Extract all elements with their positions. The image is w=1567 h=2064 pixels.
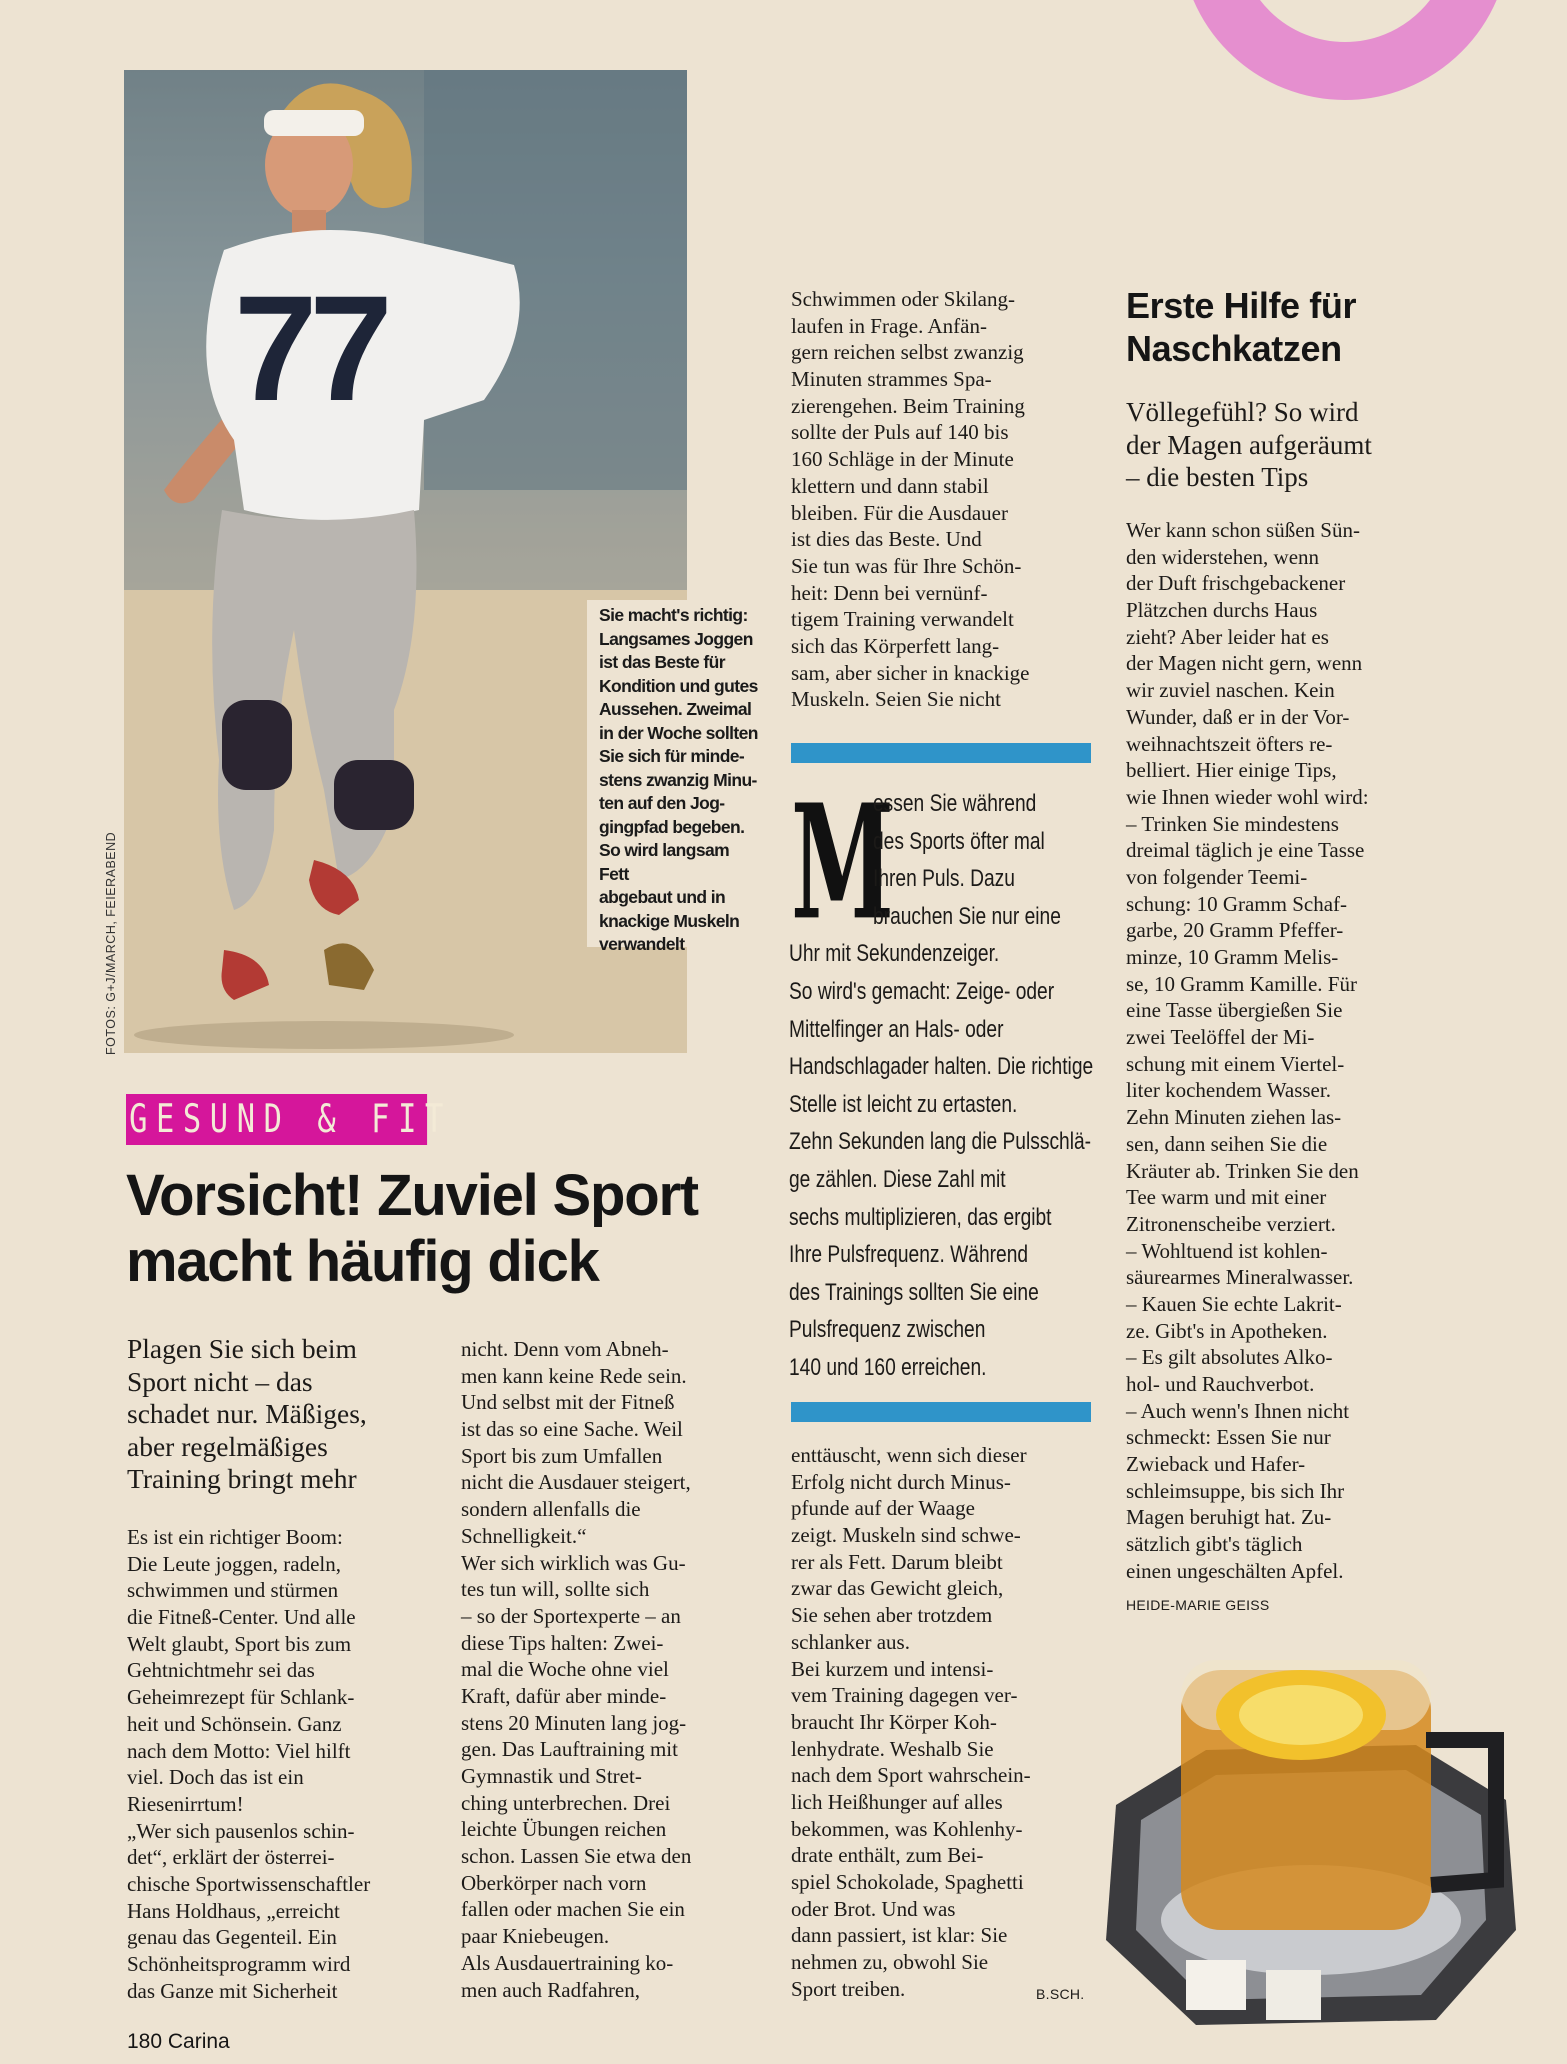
text-line: vem Training dagegen ver-	[791, 1683, 1018, 1708]
box-line: 140 und 160 erreichen.	[789, 1353, 987, 1381]
text-line: Geheimrezept für Schlank-	[127, 1685, 355, 1710]
text-line: men auch Radfahren,	[461, 1977, 641, 2002]
sidebar-author: HEIDE-MARIE GEISS	[1126, 1597, 1270, 1613]
text-line: Sie sehen aber trotzdem	[791, 1603, 993, 1628]
text-line: men kann keine Rede sein.	[461, 1363, 687, 1388]
text-line: ist das so eine Sache. Weil	[461, 1417, 683, 1442]
text-line: der Duft frischgebackener	[1126, 571, 1346, 596]
text-line: wie Ihnen wieder wohl wird:	[1126, 784, 1369, 809]
text-line: Muskeln. Seien Sie nicht	[791, 687, 1001, 712]
text-line: diese Tips halten: Zwei-	[461, 1630, 664, 1655]
text-line: oder Brot. Und was	[791, 1896, 956, 1921]
text-line: dann passiert, ist klar: Sie	[791, 1923, 1008, 1948]
text-line: „Wer sich pausenlos schin-	[127, 1818, 355, 1843]
text-line: schleimsuppe, bis sich Ihr	[1126, 1478, 1345, 1503]
text-line: zieht? Aber leider hat es	[1126, 624, 1329, 649]
box-line: Mittelfinger an Hals- oder	[789, 1015, 1004, 1043]
text-line: viel. Doch das ist ein	[127, 1765, 304, 1790]
text-line: zeigt. Muskeln sind schwe-	[791, 1523, 1021, 1548]
box-line: des Sports öfter mal	[873, 827, 1045, 855]
text-line: paar Kniebeugen.	[461, 1924, 610, 1949]
text-line: nicht die Ausdauer steigert,	[461, 1470, 691, 1495]
text-line: gen. Das Lauftraining mit	[461, 1737, 678, 1762]
text-line: minze, 10 Gramm Melis-	[1126, 945, 1339, 969]
sidebar-deck-line: Völlegefühl? So wird	[1126, 397, 1359, 427]
text-line: Kräuter ab. Trinken Sie den	[1126, 1158, 1359, 1183]
box-line: Handschlagader halten. Die richtige	[789, 1053, 1094, 1081]
text-line: zwei Teelöffel der Mi-	[1126, 1025, 1315, 1050]
sidebar-body	[1126, 517, 1369, 1585]
text-line: nach dem Motto: Viel hilft	[127, 1738, 351, 1763]
text-line: Gymnastik und Stret-	[461, 1764, 642, 1788]
text-line: schon. Lassen Sie etwa den	[461, 1844, 692, 1869]
photo-credit: FOTOS: G+J/MARCH, FEIERABEND	[104, 831, 118, 1055]
box-line: brauchen Sie nur eine	[873, 902, 1061, 930]
text-line: heit: Denn bei vernünf-	[791, 580, 988, 605]
text-line: Wer kann schon süßen Sün-	[1126, 518, 1360, 542]
deck-line: schadet nur. Mäßiges,	[127, 1398, 367, 1429]
text-line: Magen beruhigt hat. Zu-	[1126, 1505, 1332, 1530]
text-line: zwar das Gewicht gleich,	[791, 1576, 1004, 1601]
text-line: hol- und Rauchverbot.	[1126, 1372, 1315, 1396]
text-line: 160 Schläge in der Minute	[791, 447, 1014, 472]
text-line: fallen oder machen Sie ein	[461, 1897, 685, 1922]
box-line: essen Sie während	[873, 790, 1037, 817]
box-line: Zehn Sekunden lang die Pulsschlä-	[789, 1128, 1092, 1156]
text-line: liter kochendem Wasser.	[1126, 1078, 1331, 1103]
text-line: – Es gilt absolutes Alko-	[1126, 1345, 1333, 1370]
text-line: die Fitneß-Center. Und alle	[127, 1605, 356, 1630]
tea-glass-illustration	[1086, 1630, 1526, 2030]
text-line: Schönheitsprogramm wird	[127, 1952, 351, 1976]
caption-line: Sie sich für minde-	[599, 746, 745, 766]
text-line: – Wohltuend ist kohlen-	[1126, 1238, 1328, 1263]
text-line: – Kauen Sie echte Lakrit-	[1126, 1291, 1342, 1316]
box-line: Ihre Pulsfrequenz. Während	[789, 1241, 1029, 1269]
text-line: det“, erklärt der österrei-	[127, 1845, 335, 1870]
text-line: Zwieback und Hafer-	[1126, 1452, 1306, 1477]
text-line: mal die Woche ohne viel	[461, 1657, 669, 1682]
text-line: belliert. Hier einige Tips,	[1126, 758, 1337, 783]
box-line: des Trainings sollten Sie eine	[789, 1278, 1039, 1306]
text-line: bekommen, was Kohlenhy-	[791, 1816, 1023, 1841]
text-line: das Ganze mit Sicherheit	[127, 1978, 338, 2003]
text-line: schung mit einem Viertel-	[1126, 1051, 1345, 1076]
box-line: ge zählen. Diese Zahl mit	[789, 1165, 1006, 1193]
article-headline	[126, 1163, 746, 1295]
article-deck	[127, 1333, 447, 1496]
text-line: nach dem Sport wahrschein-	[791, 1763, 1031, 1788]
text-line: Welt glaubt, Sport bis zum	[127, 1631, 352, 1656]
text-line: Und selbst mit der Fitneß	[461, 1390, 675, 1415]
text-line: dreimal täglich je eine Tasse	[1126, 838, 1365, 863]
text-line: – Trinken Sie mindestens	[1126, 811, 1339, 836]
caption-line: verwandelt	[599, 934, 685, 954]
text-line: Wunder, daß er in der Vor-	[1126, 704, 1350, 729]
text-line: – Auch wenn's Ihnen nicht	[1126, 1398, 1350, 1423]
text-line: Sie tun was für Ihre Schön-	[791, 553, 1022, 578]
text-line: sollte der Puls auf 140 bis	[791, 420, 1009, 445]
text-line: Wer sich wirklich was Gu-	[461, 1550, 686, 1575]
text-line: Erfolg nicht durch Minus-	[791, 1469, 1011, 1494]
text-line: sich das Körperfett lang-	[791, 633, 1000, 658]
text-line: Oberkörper nach vorn	[461, 1870, 647, 1895]
box-top-rule	[791, 743, 1091, 763]
page-folio: 180 Carina	[127, 2030, 230, 2053]
text-line: se, 10 Gramm Kamille. Für	[1126, 971, 1357, 996]
text-line: schwimmen und stürmen	[127, 1578, 339, 1603]
sidebar-deck-line: der Magen aufgeräumt	[1126, 429, 1372, 460]
text-line: lich Heißhunger auf alles	[791, 1789, 1003, 1814]
text-line: nicht. Denn vom Abneh-	[461, 1337, 669, 1361]
box-line: Ihren Puls. Dazu	[873, 865, 1015, 893]
text-line: laufen in Frage. Anfän-	[791, 313, 987, 338]
section-rubric: GESUND & FIT	[126, 1094, 427, 1145]
text-line: sam, aber sicher in knackige	[791, 660, 1030, 685]
deck-line: Plagen Sie sich beim	[127, 1333, 357, 1364]
deck-line: Sport nicht – das	[127, 1365, 313, 1397]
sidebar-title-line: Naschkatzen	[1126, 328, 1342, 369]
text-line: nehmen zu, obwohl Sie	[791, 1950, 989, 1975]
sidebar-title-line: Erste Hilfe für	[1126, 285, 1357, 326]
text-line: zierengehen. Beim Training	[791, 393, 1025, 418]
pulse-tip-box	[789, 770, 1094, 1387]
text-line: Minuten strammes Spa-	[791, 367, 992, 392]
text-line: tigem Training verwandelt	[791, 607, 1014, 632]
text-line: spiel Schokolade, Spaghetti	[791, 1870, 1024, 1894]
box-line: sechs multiplizieren, das ergibt	[789, 1203, 1052, 1231]
text-line: Es ist ein richtiger Boom:	[127, 1525, 343, 1549]
caption-line: stens zwanzig Minu-	[599, 769, 757, 790]
text-line: Sport bis zum Umfallen	[461, 1443, 663, 1468]
text-line: pfunde auf der Waage	[791, 1496, 975, 1521]
box-line: Pulsfrequenz zwischen	[789, 1316, 986, 1344]
caption-line: So wird langsam Fett	[599, 840, 730, 884]
text-line: sen, dann seihen Sie die	[1126, 1131, 1328, 1156]
box-line: So wird's gemacht: Zeige- oder	[789, 977, 1055, 1005]
text-line: schlanker aus.	[791, 1629, 910, 1654]
sidebar-deck	[1126, 396, 1456, 494]
text-line: sätzlich gibt's täglich	[1126, 1532, 1303, 1557]
text-line: bleiben. Für die Ausdauer	[791, 500, 1008, 525]
text-line: ching unterbrechen. Drei	[461, 1790, 671, 1815]
text-line: weihnachtszeit öfters re-	[1126, 731, 1333, 756]
text-line: lenhydrate. Weshalb Sie	[791, 1736, 994, 1761]
caption-line: abgebaut und in	[599, 887, 726, 907]
text-line: Schnelligkeit.“	[461, 1523, 587, 1548]
decorative-pink-ring	[1180, 0, 1510, 100]
deck-line: aber regelmäßiges	[127, 1430, 328, 1462]
text-line: ze. Gibt's in Apotheken.	[1126, 1318, 1328, 1343]
text-line: Riesenirrtum!	[127, 1791, 244, 1816]
text-line: Gehtnichtmehr sei das	[127, 1658, 315, 1683]
text-line: klettern und dann stabil	[791, 473, 989, 498]
text-line: chische Sportwissenschaftler	[127, 1871, 371, 1896]
box-line: Uhr mit Sekundenzeiger.	[789, 940, 1000, 968]
text-line: schung: 10 Gramm Schaf-	[1126, 891, 1348, 916]
text-line: stens 20 Minuten lang jog-	[461, 1710, 687, 1735]
text-line: heit und Schönsein. Ganz	[127, 1711, 342, 1736]
text-line: eine Tasse übergießen Sie	[1126, 998, 1343, 1023]
drop-cap: M	[791, 770, 894, 956]
text-line: säurearmes Mineralwasser.	[1126, 1265, 1354, 1290]
text-line: braucht Ihr Körper Koh-	[791, 1709, 997, 1734]
sidebar-deck-line: – die besten Tips	[1126, 462, 1309, 492]
text-line: einen ungeschälten Apfel.	[1126, 1558, 1344, 1583]
article-column-2	[461, 1336, 691, 2003]
article-column-3-bottom	[791, 1442, 1031, 2002]
text-line: schmeckt: Essen Sie nur	[1126, 1425, 1331, 1450]
text-line: – so der Sportexperte – an	[461, 1603, 681, 1628]
text-line: Schwimmen oder Skilang-	[791, 287, 1015, 311]
text-line: leichte Übungen reichen	[461, 1817, 667, 1842]
jersey-number: 77	[234, 264, 385, 432]
caption-line: Sie macht's richtig:	[599, 605, 748, 625]
caption-line: Langsames Joggen	[599, 628, 753, 649]
text-line: der Magen nicht gern, wenn	[1126, 651, 1363, 676]
box-bottom-rule	[791, 1402, 1091, 1422]
text-line: von folgender Teemi-	[1126, 864, 1308, 889]
text-line: Hans Holdhaus, „erreicht	[127, 1898, 340, 1923]
text-line: sondern allenfalls die	[461, 1497, 641, 1522]
text-line: Die Leute joggen, radeln,	[127, 1551, 341, 1576]
text-line: tes tun will, sollte sich	[461, 1577, 650, 1602]
text-line: drate enthält, zum Bei-	[791, 1843, 984, 1868]
headline-line: Vorsicht! Zuviel Sport	[126, 1163, 698, 1228]
text-line: Bei kurzem und intensi-	[791, 1656, 994, 1681]
article-author: B.SCH.	[1036, 1986, 1085, 2002]
text-line: wir zuviel naschen. Kein	[1126, 678, 1335, 703]
text-line: Kraft, dafür aber minde-	[461, 1683, 667, 1708]
text-line: Zitronenscheibe verziert.	[1126, 1211, 1336, 1236]
text-line: garbe, 20 Gramm Pfeffer-	[1126, 918, 1344, 943]
caption-line: Aussehen. Zweimal	[599, 699, 752, 719]
text-line: Sport treiben.	[791, 1976, 906, 2001]
caption-line: ist das Beste für	[599, 652, 725, 672]
photo-caption	[587, 600, 762, 954]
text-line: den widerstehen, wenn	[1126, 544, 1320, 569]
text-line: Tee warm und mit einer	[1126, 1185, 1327, 1210]
caption-line: knackige Muskeln	[599, 910, 740, 931]
text-line: Zehn Minuten ziehen las-	[1126, 1105, 1342, 1130]
text-line: genau das Gegenteil. Ein	[127, 1925, 337, 1950]
text-line: Plätzchen durchs Haus	[1126, 598, 1318, 623]
article-column-3-top	[791, 286, 1030, 713]
headline-line: macht häufig dick	[126, 1229, 599, 1294]
caption-line: Kondition und gutes	[599, 675, 758, 696]
caption-line: ten auf den Jog-	[599, 793, 725, 813]
caption-line: in der Woche sollten	[599, 722, 758, 743]
text-line: gern reichen selbst zwanzig	[791, 340, 1024, 365]
deck-line: Training bringt mehr	[127, 1463, 357, 1494]
article-column-1	[127, 1524, 370, 2004]
sidebar-title	[1126, 284, 1456, 370]
text-line: ist dies das Beste. Und	[791, 527, 982, 552]
text-line: enttäuscht, wenn sich dieser	[791, 1443, 1027, 1467]
caption-line: gingpfad begeben.	[599, 816, 745, 837]
text-line: rer als Fett. Darum bleibt	[791, 1549, 1003, 1574]
text-line: Als Ausdauertraining ko-	[461, 1950, 674, 1975]
box-line: Stelle ist leicht zu ertasten.	[789, 1090, 1018, 1118]
